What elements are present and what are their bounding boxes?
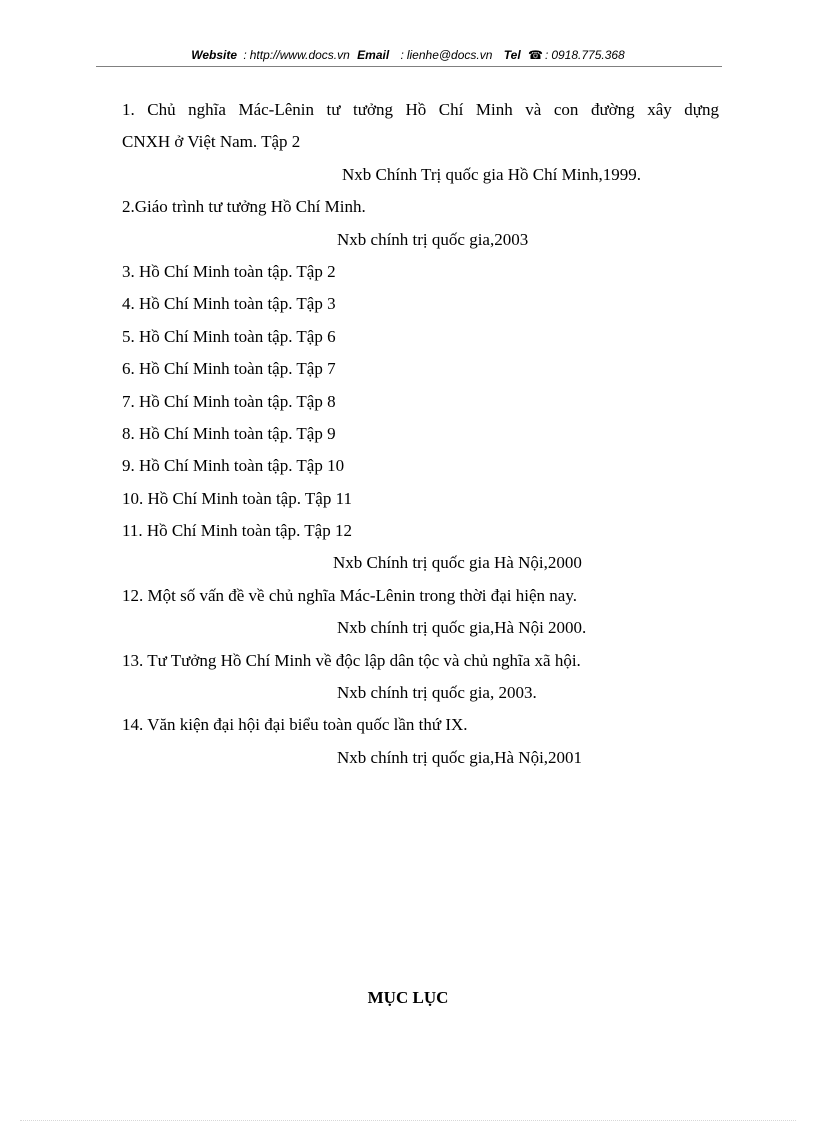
reference-item-3: 3. Hồ Chí Minh toàn tập. Tập 2 bbox=[122, 261, 336, 281]
reference-item-8: 8. Hồ Chí Minh toàn tập. Tập 9 bbox=[122, 423, 336, 443]
email-label: Email bbox=[357, 48, 390, 62]
reference-item-10: 10. Hồ Chí Minh toàn tập. Tập 11 bbox=[122, 488, 352, 508]
reference-item-4: 4. Hồ Chí Minh toàn tập. Tập 3 bbox=[122, 294, 336, 314]
reference-item-1-line-2: CNXH ở Việt Nam. Tập 2 bbox=[122, 132, 301, 152]
reference-items-3-11-publisher: Nxb Chính trị quốc gia Hà Nội,2000 bbox=[333, 553, 582, 573]
page-bottom-border bbox=[20, 1120, 796, 1121]
reference-item-2: 2.Giáo trình tư tưởng Hồ Chí Minh. bbox=[122, 197, 366, 217]
reference-item-6: 6. Hồ Chí Minh toàn tập. Tập 7 bbox=[122, 359, 336, 379]
page-header: Website : http://www.docs.vn Email : lienhe@docs.vn Tel ☎ : 0918.775.368 bbox=[191, 48, 625, 62]
reference-item-1-publisher: Nxb Chính Trị quốc gia Hồ Chí Minh,1999. bbox=[342, 164, 641, 184]
reference-list bbox=[122, 94, 719, 774]
reference-item-5: 5. Hồ Chí Minh toàn tập. Tập 6 bbox=[122, 326, 336, 346]
tel-value: 0918.775.368 bbox=[551, 48, 625, 62]
reference-item-9: 9. Hồ Chí Minh toàn tập. Tập 10 bbox=[122, 456, 345, 476]
phone-icon: ☎ bbox=[528, 48, 543, 62]
tel-label: Tel bbox=[503, 48, 521, 62]
reference-item-2-publisher: Nxb chính trị quốc gia,2003 bbox=[337, 229, 529, 249]
toc-title: MỤC LỤC bbox=[367, 988, 449, 1007]
reference-item-13: 13. Tư Tưởng Hồ Chí Minh về độc lập dân tộc và chủ nghĩa xã hội. bbox=[122, 650, 581, 670]
reference-item-14-publisher: Nxb chính trị quốc gia,Hà Nội,2001 bbox=[337, 747, 583, 767]
reference-item-13-publisher: Nxb chính trị quốc gia, 2003. bbox=[337, 683, 537, 703]
header-divider bbox=[96, 66, 722, 67]
reference-item-12-publisher: Nxb chính trị quốc gia,Hà Nội 2000. bbox=[337, 618, 587, 638]
reference-item-11: 11. Hồ Chí Minh toàn tập. Tập 12 bbox=[122, 521, 352, 541]
website-link[interactable]: http://www.docs.vn bbox=[249, 48, 350, 62]
reference-item-1-line-1: 1. Chủ nghĩa Mác-Lênin tư tưởng Hồ Chí Minh và con đường xây dựng bbox=[122, 100, 719, 119]
email-link[interactable]: lienhe@docs.vn bbox=[406, 48, 493, 62]
reference-item-12: 12. Một số vấn đề về chủ nghĩa Mác-Lênin trong thời đại hiện nay. bbox=[122, 585, 577, 605]
reference-item-14: 14. Văn kiện đại hội đại biểu toàn quốc lần thứ IX. bbox=[122, 715, 468, 735]
reference-item-7: 7. Hồ Chí Minh toàn tập. Tập 8 bbox=[122, 391, 336, 411]
website-label: Website bbox=[191, 48, 238, 62]
